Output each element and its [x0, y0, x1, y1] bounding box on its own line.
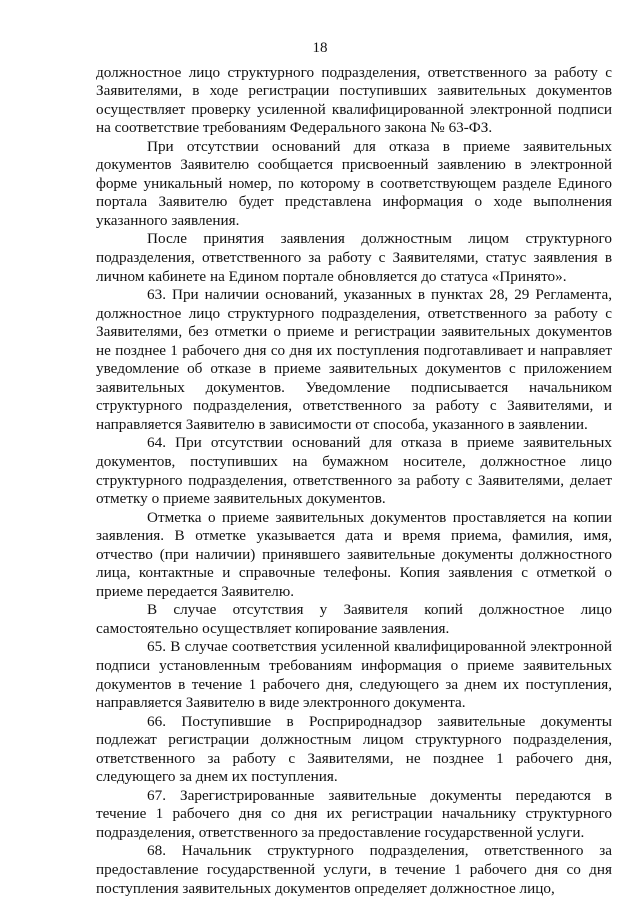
- page-number: 18: [312, 40, 328, 56]
- paragraph-item-67: 67. Зарегистрированные заявительные документы передаются в течение 1 рабочего дня со дня их регистрации начальнику структурного подразделения, ответственного за предоставление государственной услуги.: [96, 786, 612, 841]
- paragraph-item-63: 63. При наличии оснований, указанных в пунктах 28, 29 Регламента, должностное лицо структурного подразделения, ответственного за работу с Заявителями, без отметки о приеме и регистрации заявительных документов не позднее 1 рабочего дня со дня их поступления подготавливает и направляет уведомление об отказе в приеме заявительных документов с приложением заявительных документов. Уведомление подписывается начальником структурного подразделения, ответственного за работу с Заявителями, и направляется Заявителю в зависимости от способа, указанного в заявлении.: [96, 286, 612, 433]
- paragraph: После принятия заявления должностным лицом структурного подразделения, ответственного за работу с Заявителями, статус заявления в личном кабинете на Едином портале обновляется до статуса «Принято».: [96, 230, 612, 285]
- document-body: [96, 64, 612, 899]
- paragraph-item-65: 65. В случае соответствия усиленной квалифицированной электронной подписи установленным требованиям информация о приеме заявительных документов в течение 1 рабочего дня, следующего за днем их поступления, направляется Заявителю в виде электронного документа.: [96, 638, 612, 712]
- paragraph: Отметка о приеме заявительных документов проставляется на копии заявления. В отметке указывается дата и время приема, фамилия, имя, отчество (при наличии) принявшего заявительные документы должностного лица, контактные и справочные телефоны. Копия заявления с отметкой о приеме передается Заявителю.: [96, 508, 612, 600]
- paragraph-item-68: 68. Начальник структурного подразделения, ответственного за предоставление государственной услуги, в течение 1 рабочего дня со дня поступления заявительных документов определяет должностное лицо,: [96, 842, 612, 897]
- paragraph: При отсутствии оснований для отказа в приеме заявительных документов Заявителю сообщается присвоенный заявлению в электронной форме уникальный номер, по которому в соответствующем разделе Единого портала Заявителю будет представлена информация о ходе выполнения указанного заявления.: [96, 137, 612, 229]
- paragraph-continuation: должностное лицо структурного подразделения, ответственного за работу с Заявителями, в ходе регистрации поступивших заявительных документов осуществляет проверку усиленной квалифицированной электронной подписи на соответствие требованиям Федерального закона № 63-ФЗ.: [96, 63, 612, 137]
- paragraph: В случае отсутствия у Заявителя копий должностное лицо самостоятельно осуществляет копирование заявления.: [96, 601, 612, 637]
- paragraph-item-64: 64. При отсутствии оснований для отказа в приеме заявительных документов, поступивших на бумажном носителе, должностное лицо структурного подразделения, ответственного за работу с Заявителями, делает отметку о приеме заявительных документов.: [96, 434, 612, 508]
- paragraph-item-66: 66. Поступившие в Росприроднадзор заявительные документы подлежат регистрации должностным лицом структурного подразделения, ответственного за работу с Заявителями, не позднее 1 рабочего дня, следующего за днем их поступления.: [96, 712, 612, 786]
